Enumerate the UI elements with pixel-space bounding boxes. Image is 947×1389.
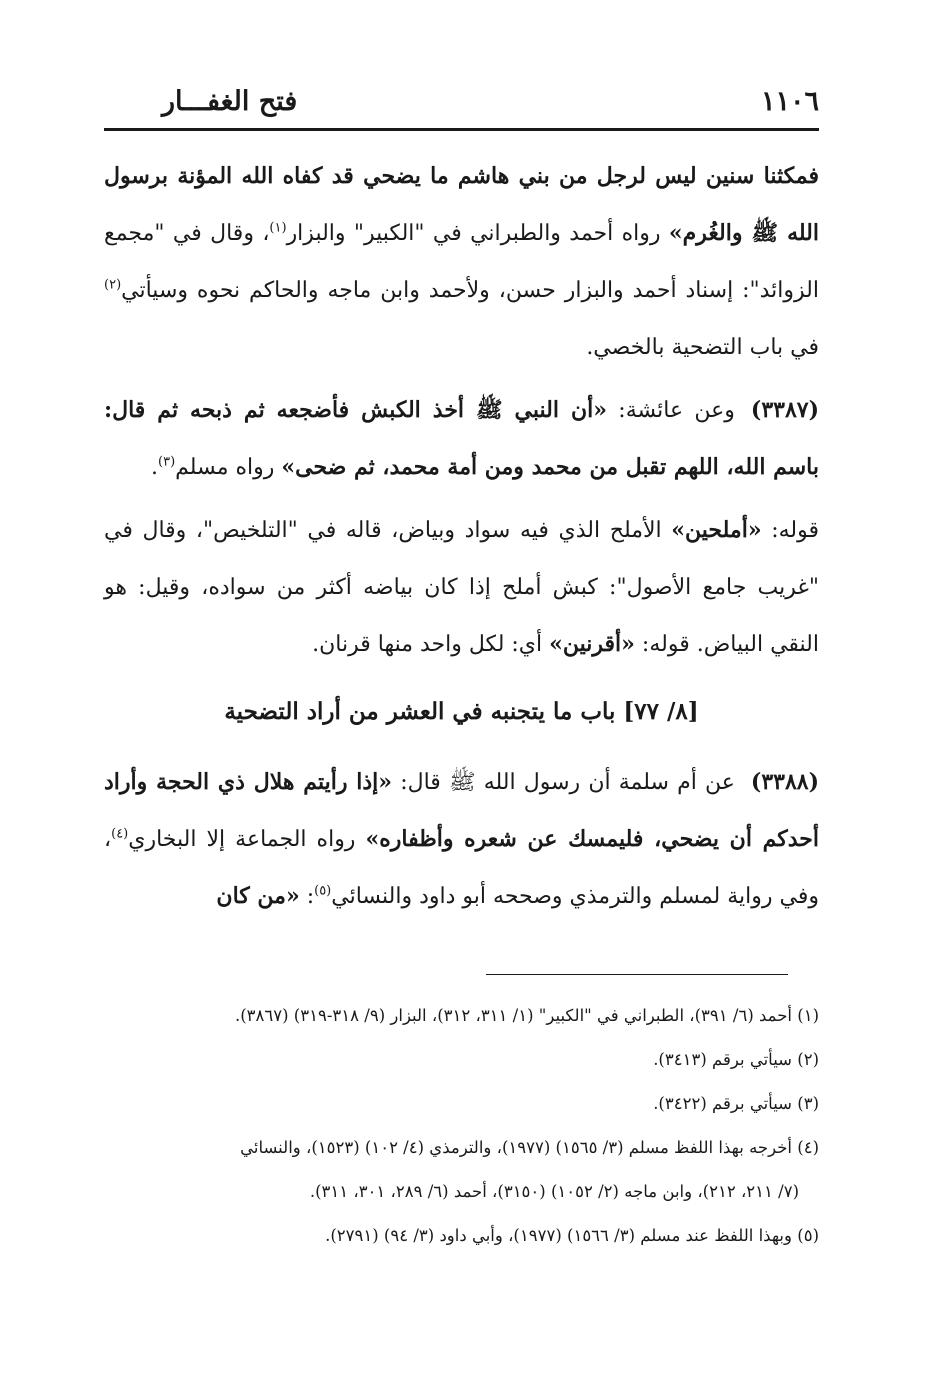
hadith-3387	[104, 382, 819, 496]
text-run: الأملح الذي فيه سواد وبياض، قاله في "التلخيص"، وقال في "غريب جامع الأصول": كبش أملح إذا كان بياضه أكثر من سواده، وقيل: هو النقي البياض. قوله:	[104, 518, 819, 657]
footnote-continuation: (٧/ ٢١١، ٢١٢)، وابن ماجه (٢/ ١٠٥٢) (٣١٥٠)، أحمد (٦/ ٢٨٩، ٣٠١، ٣١١).	[309, 1182, 799, 1201]
term: «أملحين»	[671, 517, 762, 543]
hadith-text: فمكثنا سنين ليس لرجل من بني هاشم ما يضحي قد كفاه الله المؤنة برسول الله ﷺ والغُرم»	[104, 163, 819, 246]
footnotes	[104, 994, 819, 1258]
footnote-ref: (٣)	[158, 454, 176, 470]
page-number: ١١٠٦	[760, 86, 819, 117]
text-run: عن أم سلمة أن رسول الله ﷺ قال:	[392, 770, 735, 795]
text-run: أي: لكل واحد منها قرنان.	[312, 632, 550, 657]
term: «أقرنين»	[549, 631, 635, 657]
header-rule	[104, 128, 819, 131]
footnote: (٥) وبهذا اللفظ عند مسلم (٣/ ١٥٦٦) (١٩٧٧)، وأبي داود (٣/ ٩٤) (٢٧٩١).	[325, 1226, 819, 1245]
footnote: (٤) أخرجه بهذا اللفظ مسلم (٣/ ١٥٦٥) (١٩٧٧)، والترمذي (٤/ ١٠٢) (١٥٢٣)، والنسائي	[240, 1138, 819, 1157]
text-run: وعن عائشة:	[606, 398, 735, 423]
footnote-ref: (٢)	[104, 277, 122, 293]
footnote-ref: (١)	[269, 220, 287, 236]
hadith-number: (٣٣٨٨)	[750, 769, 820, 795]
text-run: قوله:	[761, 518, 819, 543]
text-run: رواه الجماعة إلا البخاري	[128, 827, 366, 852]
footnote: (٢) سيأتي برقم (٣٤١٣).	[653, 1050, 819, 1069]
text-run: .	[151, 455, 158, 480]
footnote-ref: (٥)	[314, 883, 332, 899]
text-run: ، وقال في "مجمع الزوائد": إسناد أحمد والبزار حسن، ولأحمد وابن ماجه والحاكم نحوه وسيأتي	[104, 221, 819, 303]
text-run: في باب التضحية بالخصي.	[586, 335, 819, 360]
hadith-text: «إذا رأيتم هلال ذي الحجة وأراد أحدكم أن يضحي، فليمسك عن شعره وأظفاره»	[104, 769, 819, 852]
text-run: ، وفي رواية لمسلم والترمذي وصححه أبو داود والنسائي	[104, 827, 819, 909]
running-header	[104, 86, 819, 126]
text-run: رواه أحمد والطبراني في "الكبير" والبزار	[286, 221, 669, 246]
footnote: (١) أحمد (٦/ ٣٩١)، الطبراني في "الكبير" (١/ ٣١١، ٣١٢)، البزار (٩/ ٣١٨-٣١٩) (٣٨٦٧).	[234, 1006, 819, 1025]
commentary-paragraph	[104, 502, 819, 673]
hadith-text: «من كان	[216, 883, 300, 909]
paragraph-continuation	[104, 148, 819, 376]
hadith-number: (٣٣٨٧)	[750, 397, 819, 423]
hadith-3388	[104, 754, 819, 925]
text-run: رواه مسلم	[175, 455, 282, 480]
book-title: فتح الغفـــار	[162, 86, 298, 117]
hadith-text: «أن النبي ﷺ أخذ الكبش فأضجعه ثم ذبحه ثم قال: باسم الله، اللهم تقبل من محمد ومن أمة محمد، ثم ضحى»	[104, 397, 819, 480]
chapter-heading: [٨/ ٧٧] باب ما يتجنبه في العشر من أراد التضحية	[224, 698, 699, 725]
footnote: (٣) سيأتي برقم (٣٤٢٢).	[653, 1094, 819, 1113]
footnote-ref: (٤)	[111, 826, 129, 842]
footnote-separator	[486, 974, 788, 975]
text-run: :	[299, 884, 315, 909]
main-text	[104, 148, 819, 925]
